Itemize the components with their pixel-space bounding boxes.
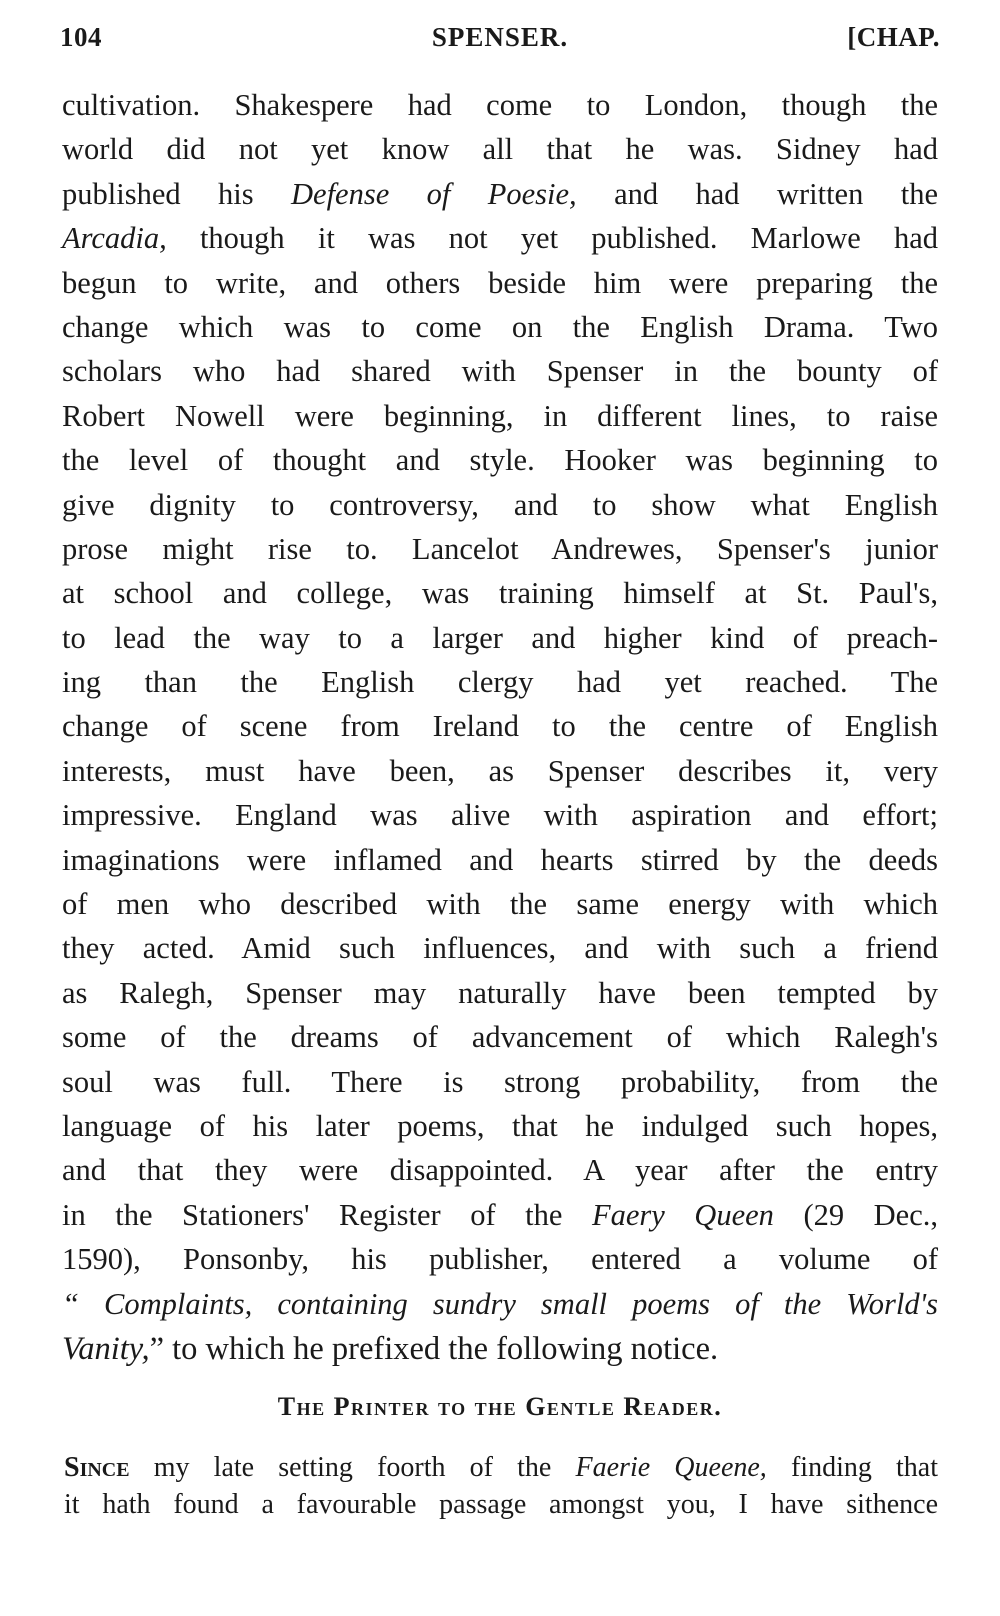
text-line: cultivation. Shakespere had come to London, though the — [62, 88, 938, 122]
text-line: the level of thought and style. Hooker was beginning to — [62, 443, 938, 478]
text-line: impressive. England was alive with aspiration and effort; — [62, 798, 938, 833]
text-line — [62, 1326, 938, 1372]
chapter-mark: [CHAP. — [847, 22, 940, 52]
italic-title: Faery Queen — [591, 1197, 774, 1232]
text-line — [62, 216, 938, 260]
italic-title: Defense of Poesie, — [291, 176, 577, 211]
text-run: published his — [62, 176, 291, 211]
text-line: scholars who had shared with Spenser in the bounty of — [62, 354, 938, 389]
section-heading: The Printer to the Gentle Reader. — [277, 1392, 723, 1421]
lead-in: Since — [64, 1452, 130, 1483]
text-line — [64, 1449, 938, 1486]
text-line: language of his later poems, that he indulged such hopes, — [62, 1108, 938, 1143]
text-line: at school and college, was training himself at St. Paul's, — [62, 576, 938, 611]
text-line: they acted. Amid such influences, and with such a friend — [62, 931, 938, 966]
text-line: it hath found a favourable passage amongst you, I have sithence — [64, 1489, 938, 1520]
text-line: Robert Nowell were beginning, in different lines, to raise — [62, 398, 938, 433]
text-line: of men who described with the same energy with which — [62, 887, 938, 922]
text-run: in the Stationers' Register of the — [62, 1197, 592, 1232]
text-line: give dignity to controversy, and to show what English — [62, 487, 938, 522]
text-line — [62, 1193, 938, 1237]
italic-title: Faerie Queene, — [575, 1452, 767, 1483]
text-line: and that they were disappointed. A year after the entry — [62, 1153, 938, 1188]
text-line: change which was to come on the English Drama. Two — [62, 309, 938, 344]
text-line: interests, must have been, as Spenser describes it, very — [62, 753, 938, 788]
text-line: change of scene from Ireland to the centre of English — [62, 709, 938, 744]
italic-title: Vanity, — [62, 1330, 150, 1367]
italic-title: “ Complaints, containing sundry small poems of the World's — [62, 1286, 938, 1321]
text-run: finding that — [766, 1452, 938, 1483]
text-run: (29 Dec., — [773, 1197, 938, 1232]
running-title: SPENSER. — [431, 22, 569, 52]
text-line: soul was full. There is strong probability, from the — [62, 1064, 938, 1099]
text-run: though it was not yet published. Marlowe had — [166, 221, 938, 256]
italic-title: Arcadia, — [62, 221, 167, 256]
text-run: and had written the — [576, 176, 938, 211]
text-run: my late setting foorth of the — [129, 1452, 576, 1483]
page-number: 104 — [60, 22, 102, 52]
body-paragraph — [62, 83, 938, 1372]
running-head — [60, 22, 940, 62]
text-line: as Ralegh, Spenser may naturally have been tempted by — [62, 975, 938, 1010]
text-line: 1590), Ponsonby, his publisher, entered a volume of — [62, 1242, 938, 1277]
text-line — [62, 172, 938, 216]
text-line: imaginations were inflamed and hearts stirred by the deeds — [62, 842, 938, 877]
text-line: to lead the way to a larger and higher kind of preach- — [62, 620, 938, 655]
text-line: some of the dreams of advancement of which Ralegh's — [62, 1020, 938, 1055]
text-line: prose might rise to. Lancelot Andrewes, Spenser's junior — [62, 531, 938, 566]
text-line — [62, 1282, 938, 1326]
printer-notice — [64, 1449, 938, 1523]
text-line: begun to write, and others beside him were preparing the — [62, 265, 938, 300]
text-run: ” to which he prefixed the following notice. — [149, 1330, 719, 1367]
text-line: ing than the English clergy had yet reached. The — [62, 665, 938, 700]
text-line: world did not yet know all that he was. Sidney had — [62, 132, 938, 167]
